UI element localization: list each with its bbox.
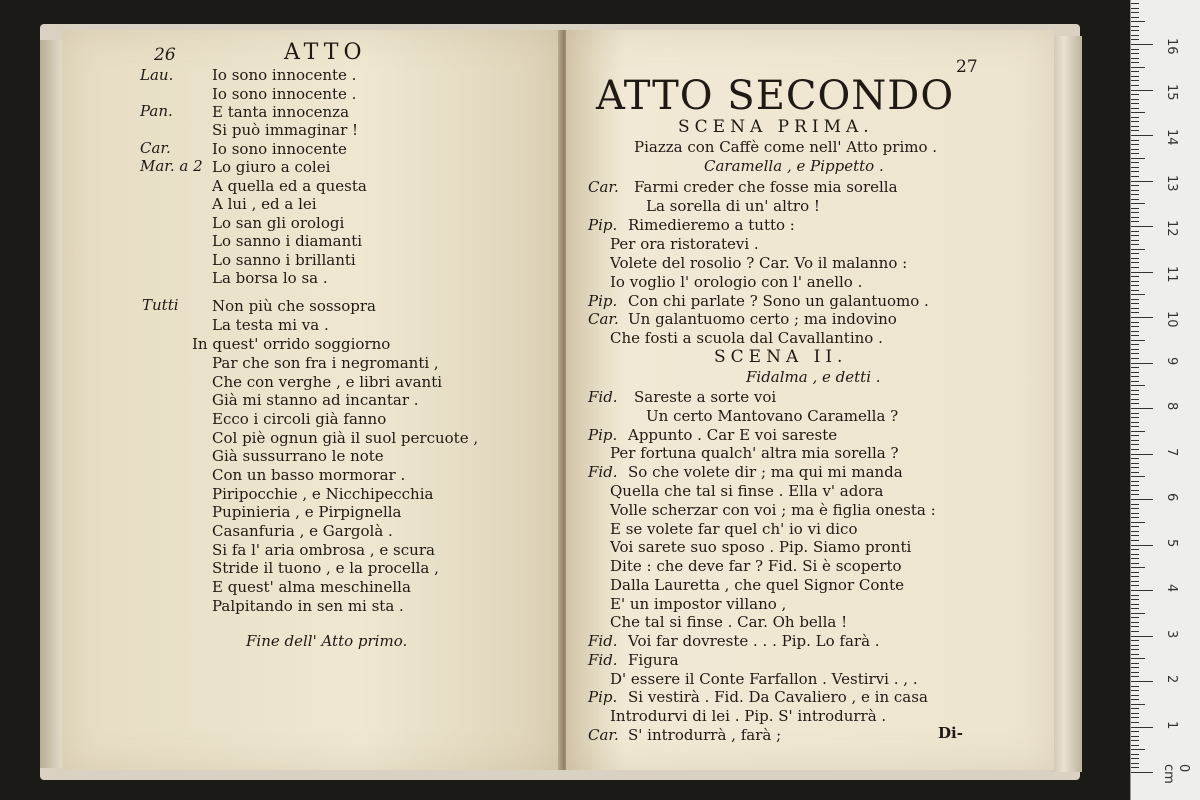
ruler-tick xyxy=(1131,608,1139,609)
verse-line: Un galantuomo certo ; ma indovino xyxy=(628,310,897,328)
ruler-tick xyxy=(1131,522,1145,523)
verse-line: Già sussurrano le note xyxy=(212,447,384,465)
ruler-tick xyxy=(1131,599,1139,600)
ruler-tick xyxy=(1131,640,1139,641)
ruler-tick xyxy=(1131,331,1139,332)
verse-line: Sareste a sorte voi xyxy=(634,388,777,406)
ruler-tick xyxy=(1131,76,1139,77)
speaker-label: Fid. xyxy=(588,463,618,481)
verse-line: Che tal si finse . Car. Oh bella ! xyxy=(610,613,848,631)
speaker-label: Pip. xyxy=(588,426,618,444)
ruler-tick xyxy=(1131,385,1145,386)
ruler-tick xyxy=(1131,94,1139,95)
ruler-tick xyxy=(1131,294,1145,295)
ruler-tick xyxy=(1131,299,1139,300)
ruler-tick xyxy=(1131,353,1139,354)
speaker-label: Car. xyxy=(140,139,171,157)
ruler-tick xyxy=(1131,344,1139,345)
ruler-tick xyxy=(1131,435,1139,436)
ruler-tick xyxy=(1131,376,1139,377)
ruler-tick xyxy=(1131,645,1139,646)
verse-line: Io sono innocente . xyxy=(212,66,357,84)
ruler-tick xyxy=(1131,576,1139,577)
ruler-tick xyxy=(1131,272,1153,273)
ruler-tick xyxy=(1131,545,1153,546)
measuring-ruler xyxy=(1130,0,1200,800)
ruler-tick xyxy=(1131,431,1145,432)
speaker-label: Fid. xyxy=(588,632,618,650)
ruler-tick xyxy=(1131,403,1139,404)
ruler-number: 9 xyxy=(1164,356,1179,365)
ruler-tick xyxy=(1131,226,1153,227)
verse-line: Che fosti a scuola dal Cavallantino . xyxy=(610,329,883,347)
scene-characters: Fidalma , e detti . xyxy=(746,368,881,386)
verse-line: Volle scherzar con voi ; ma è figlia onesta : xyxy=(610,501,936,519)
left-page-number: 26 xyxy=(154,45,176,65)
scene-setting: Piazza con Caffè come nell' Atto primo . xyxy=(634,138,938,156)
ruler-unit-label: 0 cm xyxy=(1161,764,1191,784)
cover-edge-right xyxy=(1052,36,1082,772)
ruler-number: 5 xyxy=(1164,538,1179,547)
ruler-tick xyxy=(1131,767,1139,768)
ruler-tick xyxy=(1131,381,1139,382)
ruler-tick xyxy=(1131,745,1139,746)
verse-line: Piripocchie , e Nicchipecchia xyxy=(212,485,434,503)
ruler-tick xyxy=(1131,581,1139,582)
ruler-tick xyxy=(1131,62,1139,63)
ruler-tick xyxy=(1131,21,1145,22)
ruler-tick xyxy=(1131,636,1153,637)
ruler-tick xyxy=(1131,704,1145,705)
ruler-tick xyxy=(1131,39,1139,40)
ruler-tick xyxy=(1131,162,1139,163)
ruler-tick xyxy=(1131,158,1145,159)
ruler-tick xyxy=(1131,667,1139,668)
ruler-tick xyxy=(1131,253,1139,254)
verse-line: Volete del rosolio ? Car. Vo il malanno : xyxy=(610,254,908,272)
ruler-tick xyxy=(1131,422,1139,423)
ruler-tick xyxy=(1131,249,1145,250)
ruler-tick xyxy=(1131,758,1139,759)
ruler-tick xyxy=(1131,208,1139,209)
speaker-label: Pip. xyxy=(588,292,618,310)
speaker-label: Pip. xyxy=(588,688,618,706)
ruler-tick xyxy=(1131,49,1139,50)
ruler-tick xyxy=(1131,772,1153,773)
verse-line: Ecco i circoli già fanno xyxy=(212,410,387,428)
ruler-tick xyxy=(1131,681,1153,682)
scene-heading: SCENA PRIMA. xyxy=(678,117,874,137)
ruler-tick xyxy=(1131,535,1139,536)
ruler-number: 14 xyxy=(1164,129,1179,146)
ruler-tick xyxy=(1131,108,1139,109)
ruler-tick xyxy=(1131,53,1139,54)
ruler-tick xyxy=(1131,517,1139,518)
ruler-tick xyxy=(1131,440,1139,441)
verse-line: Palpitando in sen mi sta . xyxy=(212,597,404,615)
ruler-tick xyxy=(1131,103,1139,104)
verse-line: Casanfuria , e Gargolà . xyxy=(212,522,393,540)
ruler-number: 12 xyxy=(1164,220,1179,237)
left-running-head: ATTO xyxy=(284,40,367,65)
ruler-tick xyxy=(1131,276,1139,277)
ruler-tick xyxy=(1131,717,1139,718)
ruler-tick xyxy=(1131,262,1139,263)
verse-line: Per ora ristoratevi . xyxy=(610,235,759,253)
verse-line: Per fortuna qualch' altra mia sorella ? xyxy=(610,444,899,462)
ruler-tick xyxy=(1131,267,1139,268)
verse-line: Non più che sossopra xyxy=(212,297,376,315)
speaker-label: Mar. a 2 xyxy=(140,157,203,175)
ruler-tick xyxy=(1131,417,1139,418)
verse-line: A quella ed a questa xyxy=(212,177,367,195)
ruler-tick xyxy=(1131,463,1139,464)
verse-line: Pupinieria , e Pirpignella xyxy=(212,503,402,521)
ruler-tick xyxy=(1131,413,1139,414)
verse-line: La testa mi va . xyxy=(212,316,329,334)
verse-line: Si fa l' aria ombrosa , e scura xyxy=(212,541,435,559)
ruler-tick xyxy=(1131,149,1139,150)
ruler-tick xyxy=(1131,340,1145,341)
speaker-label: Fid. xyxy=(588,651,618,669)
verse-line: Par che son fra i negromanti , xyxy=(212,354,439,372)
verse-line: Dalla Lauretta , che quel Signor Conte xyxy=(610,576,904,594)
ruler-tick xyxy=(1131,699,1139,700)
ruler-tick xyxy=(1131,595,1139,596)
ruler-tick xyxy=(1131,181,1153,182)
speaker-label: Fid. xyxy=(588,388,618,406)
ruler-tick xyxy=(1131,504,1139,505)
ruler-tick xyxy=(1131,672,1139,673)
verse-line: Lo san gli orologi xyxy=(212,214,345,232)
ruler-tick xyxy=(1131,740,1139,741)
verse-line: Io sono innocente . xyxy=(212,85,357,103)
ruler-tick xyxy=(1131,399,1139,400)
ruler-tick xyxy=(1131,44,1153,45)
ruler-tick xyxy=(1131,499,1153,500)
ruler-tick xyxy=(1131,649,1139,650)
ruler-number: 10 xyxy=(1164,311,1179,328)
ruler-number: 11 xyxy=(1164,265,1179,283)
ruler-tick xyxy=(1131,676,1139,677)
verse-line: Dite : che deve far ? Fid. Si è scoperto xyxy=(610,557,902,575)
ruler-tick xyxy=(1131,203,1145,204)
ruler-tick xyxy=(1131,190,1139,191)
ruler-tick xyxy=(1131,71,1139,72)
ruler-tick xyxy=(1131,144,1139,145)
ruler-tick xyxy=(1131,90,1153,91)
ruler-tick xyxy=(1131,367,1139,368)
speaker-label: Lau. xyxy=(140,66,174,84)
ruler-tick xyxy=(1131,444,1139,445)
verse-line: La borsa lo sa . xyxy=(212,269,328,287)
verse-line: Io voglio l' orologio con l' anello . xyxy=(610,273,863,291)
act-title: ATTO SECONDO xyxy=(596,73,955,119)
ruler-tick xyxy=(1131,708,1139,709)
cover-edge-left xyxy=(40,40,62,768)
verse-line: S' introdurrà , farà ; xyxy=(628,726,782,744)
ruler-number: 7 xyxy=(1164,447,1179,456)
verse-line: Voi far dovreste . . . Pip. Lo farà . xyxy=(628,632,880,650)
verse-line: Un certo Mantovano Caramella ? xyxy=(646,407,899,425)
ruler-tick xyxy=(1131,458,1139,459)
ruler-tick xyxy=(1131,240,1139,241)
ruler-tick xyxy=(1131,217,1139,218)
ruler-tick xyxy=(1131,112,1145,113)
ruler-tick xyxy=(1131,481,1139,482)
speaker-label: Pip. xyxy=(588,216,618,234)
ruler-tick xyxy=(1131,467,1139,468)
verse-line: Figura xyxy=(628,651,679,669)
ruler-tick xyxy=(1131,176,1139,177)
ruler-tick xyxy=(1131,231,1139,232)
ruler-tick xyxy=(1131,549,1139,550)
ruler-tick xyxy=(1131,513,1139,514)
ruler-tick xyxy=(1131,185,1139,186)
speaker-label: Car. xyxy=(588,310,619,328)
ruler-tick xyxy=(1131,326,1139,327)
ruler-tick xyxy=(1131,67,1145,68)
ruler-tick xyxy=(1131,727,1153,728)
ruler-tick xyxy=(1131,235,1139,236)
left-page xyxy=(62,30,562,770)
ruler-tick xyxy=(1131,12,1139,13)
verse-line: In quest' orrido soggiorno xyxy=(192,335,391,353)
verse-line: Rimedieremo a tutto : xyxy=(628,216,795,234)
verse-line: Voi sarete suo sposo . Pip. Siamo pronti xyxy=(610,538,912,556)
scene-characters: Caramella , e Pippetto . xyxy=(704,157,884,175)
ruler-tick xyxy=(1131,454,1153,455)
ruler-number: 8 xyxy=(1164,402,1179,411)
ruler-number: 3 xyxy=(1164,629,1179,638)
verse-line: E tanta innocenza xyxy=(212,103,350,121)
ruler-tick xyxy=(1131,472,1139,473)
verse-line: A lui , ed a lei xyxy=(212,195,317,213)
verse-line: Farmi creder che fosse mia sorella xyxy=(634,178,898,196)
ruler-tick xyxy=(1131,290,1139,291)
ruler-tick xyxy=(1131,99,1139,100)
ruler-tick xyxy=(1131,713,1139,714)
ruler-tick xyxy=(1131,558,1139,559)
ruler-tick xyxy=(1131,585,1139,586)
verse-line: E' un impostor villano , xyxy=(610,595,787,613)
ruler-tick xyxy=(1131,121,1139,122)
right-page xyxy=(566,30,1054,770)
ruler-tick xyxy=(1131,572,1139,573)
ruler-number: 1 xyxy=(1164,720,1179,729)
ruler-tick xyxy=(1131,363,1153,364)
ruler-tick xyxy=(1131,449,1139,450)
ruler-tick xyxy=(1131,85,1139,86)
speaker-label: Tutti xyxy=(142,296,179,314)
ruler-tick xyxy=(1131,690,1139,691)
verse-line: So che volete dir ; ma qui mi manda xyxy=(628,463,903,481)
ruler-tick xyxy=(1131,317,1153,318)
verse-line: La sorella di un' altro ! xyxy=(646,197,820,215)
ruler-tick xyxy=(1131,722,1139,723)
ruler-tick xyxy=(1131,604,1139,605)
ruler-tick xyxy=(1131,312,1139,313)
ruler-tick xyxy=(1131,335,1139,336)
ruler-number: 6 xyxy=(1164,493,1179,502)
ruler-tick xyxy=(1131,281,1139,282)
verse-line: Si vestirà . Fid. Da Cavaliero , e in casa xyxy=(628,688,928,706)
verse-line: Col piè ognun già il suol percuote , xyxy=(212,429,479,447)
ruler-tick xyxy=(1131,153,1139,154)
ruler-tick xyxy=(1131,654,1139,655)
ruler-tick xyxy=(1131,663,1139,664)
ruler-tick xyxy=(1131,736,1139,737)
ruler-tick xyxy=(1131,658,1145,659)
speaker-label: Car. xyxy=(588,178,619,196)
verse-line: E se volete far quel ch' io vi dico xyxy=(610,520,858,538)
ruler-tick xyxy=(1131,613,1145,614)
ruler-tick xyxy=(1131,140,1139,141)
ruler-tick xyxy=(1131,30,1139,31)
ruler-tick xyxy=(1131,494,1139,495)
ruler-tick xyxy=(1131,408,1153,409)
ruler-number: 15 xyxy=(1164,83,1179,101)
ruler-number: 4 xyxy=(1164,584,1179,593)
act-closing-line: Fine dell' Atto primo. xyxy=(246,632,408,650)
ruler-tick xyxy=(1131,349,1139,350)
verse-line: Già mi stanno ad incantar . xyxy=(212,391,419,409)
ruler-tick xyxy=(1131,244,1139,245)
verse-line: Lo sanno i brillanti xyxy=(212,251,356,269)
ruler-tick xyxy=(1131,258,1139,259)
ruler-tick xyxy=(1131,194,1139,195)
ruler-tick xyxy=(1131,58,1139,59)
ruler-tick xyxy=(1131,686,1139,687)
ruler-tick xyxy=(1131,199,1139,200)
ruler-number: 16 xyxy=(1164,38,1179,55)
ruler-tick xyxy=(1131,590,1153,591)
ruler-tick xyxy=(1131,508,1139,509)
ruler-tick xyxy=(1131,126,1139,127)
verse-line: Che con verghe , e libri avanti xyxy=(212,373,443,391)
ruler-number: 2 xyxy=(1164,675,1179,684)
speaker-label: Pan. xyxy=(140,102,173,120)
ruler-tick xyxy=(1131,135,1153,136)
ruler-tick xyxy=(1131,695,1139,696)
ruler-number: 13 xyxy=(1164,174,1179,192)
ruler-tick xyxy=(1131,17,1139,18)
ruler-tick xyxy=(1131,426,1139,427)
ruler-tick xyxy=(1131,80,1139,81)
ruler-tick xyxy=(1131,531,1139,532)
ruler-tick xyxy=(1131,8,1139,9)
ruler-tick xyxy=(1131,540,1139,541)
ruler-tick xyxy=(1131,563,1139,564)
catchword: Di- xyxy=(938,724,963,742)
ruler-tick xyxy=(1131,35,1139,36)
ruler-tick xyxy=(1131,631,1139,632)
ruler-tick xyxy=(1131,167,1139,168)
ruler-tick xyxy=(1131,749,1145,750)
verse-line: D' essere il Conte Farfallon . Vestirvi . , . xyxy=(610,670,918,688)
verse-line: E quest' alma meschinella xyxy=(212,578,411,596)
verse-line: Si può immaginar ! xyxy=(212,121,359,139)
ruler-tick xyxy=(1131,490,1139,491)
verse-line: Introdurvi di lei . Pip. S' introdurrà . xyxy=(610,707,887,725)
ruler-tick xyxy=(1131,554,1139,555)
verse-line: Lo sanno i diamanti xyxy=(212,232,363,250)
ruler-tick xyxy=(1131,763,1139,764)
ruler-tick xyxy=(1131,394,1139,395)
ruler-tick xyxy=(1131,526,1139,527)
ruler-tick xyxy=(1131,754,1139,755)
ruler-tick xyxy=(1131,303,1139,304)
speaker-label: Car. xyxy=(588,726,619,744)
ruler-tick xyxy=(1131,372,1139,373)
ruler-tick xyxy=(1131,26,1139,27)
ruler-tick xyxy=(1131,567,1145,568)
ruler-tick xyxy=(1131,476,1145,477)
ruler-tick xyxy=(1131,3,1139,4)
ruler-tick xyxy=(1131,221,1139,222)
right-page-number: 27 xyxy=(956,57,978,77)
ruler-tick xyxy=(1131,617,1139,618)
verse-line: Lo giuro a colei xyxy=(212,158,331,176)
ruler-tick xyxy=(1131,130,1139,131)
ruler-tick xyxy=(1131,285,1139,286)
ruler-tick xyxy=(1131,308,1139,309)
verse-line: Con chi parlate ? Sono un galantuomo . xyxy=(628,292,929,310)
ruler-tick xyxy=(1131,485,1139,486)
ruler-tick xyxy=(1131,390,1139,391)
ruler-tick xyxy=(1131,731,1139,732)
ruler-tick xyxy=(1131,171,1139,172)
verse-line: Stride il tuono , e la procella , xyxy=(212,559,439,577)
verse-line: Quella che tal si finse . Ella v' adora xyxy=(610,482,884,500)
ruler-tick xyxy=(1131,358,1139,359)
ruler-tick xyxy=(1131,622,1139,623)
verse-line: Io sono innocente xyxy=(212,140,347,158)
scene-heading: SCENA II. xyxy=(714,347,848,367)
verse-line: Con un basso mormorar . xyxy=(212,466,406,484)
ruler-tick xyxy=(1131,322,1139,323)
verse-line: Appunto . Car E voi sareste xyxy=(628,426,838,444)
ruler-tick xyxy=(1131,626,1139,627)
ruler-tick xyxy=(1131,212,1139,213)
ruler-tick xyxy=(1131,117,1139,118)
